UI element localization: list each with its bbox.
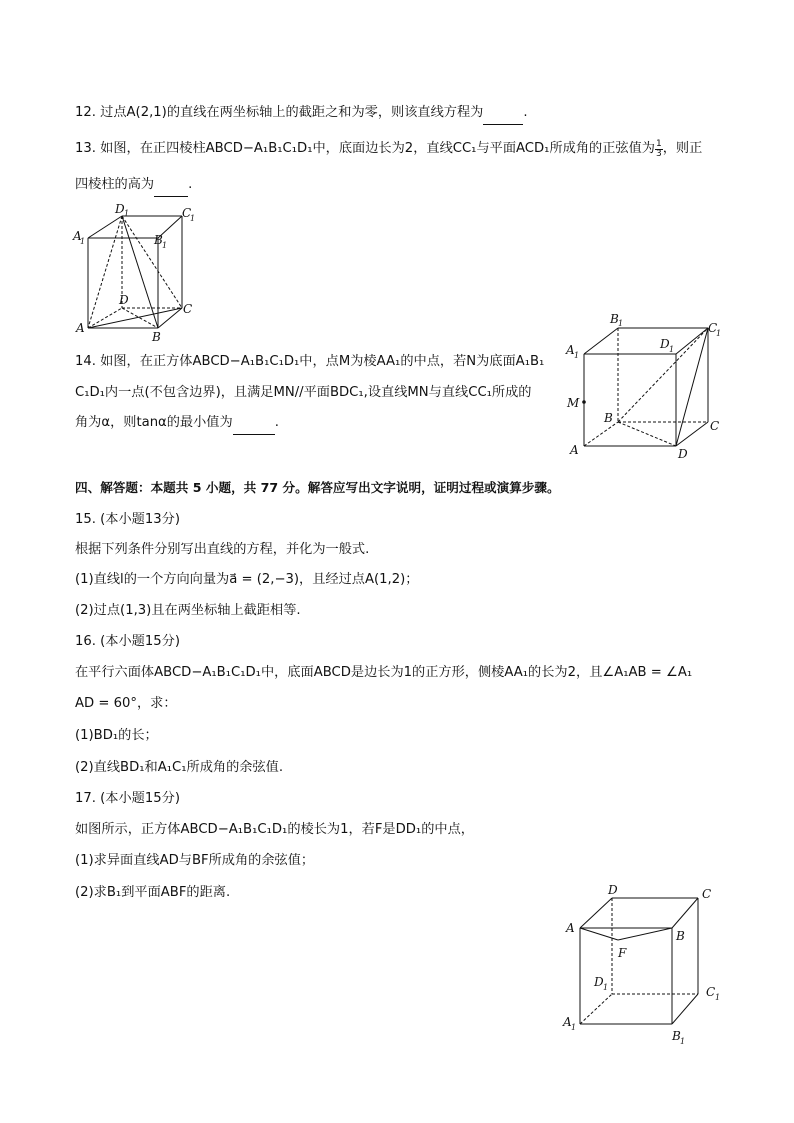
label-B1-sub: 1: [162, 241, 168, 250]
label-D1-sub: 1: [669, 345, 675, 354]
label-D1: D: [594, 975, 604, 989]
q13-end: .: [188, 177, 193, 192]
label-C1: C: [708, 321, 718, 335]
label-C1: C: [706, 985, 716, 999]
q12-answer-blank: [483, 106, 523, 125]
label-D: D: [678, 447, 688, 461]
label-B1: B: [672, 1029, 681, 1043]
label-C: C: [710, 419, 720, 433]
label-A1: A: [566, 343, 575, 357]
q13-text: 13. 如图，在正四棱柱ABCD−A₁B₁C₁D₁中，底面边长为2，直线CC₁与平面ACD₁所成角的正弦值为: [75, 141, 655, 156]
label-C: C: [183, 302, 193, 316]
label-B1-sub: 1: [680, 1037, 686, 1046]
q15-part1: (1)直线l的一个方向向量为a⃗ = (2,−3)，且经过点A(1,2)；: [75, 572, 419, 587]
q13-frac-num: 1: [655, 139, 662, 149]
label-A1-sub: 1: [574, 351, 580, 360]
q15-intro: 根据下列条件分别写出直线的方程，并化为一般式.: [75, 542, 370, 557]
q14-end: .: [274, 415, 279, 430]
label-A: A: [76, 321, 85, 335]
q17-intro: 如图所示，正方体ABCD−A₁B₁C₁D₁的棱长为1，若F是DD₁的中点，: [75, 822, 474, 837]
q13-text-tail: ，则正: [662, 141, 703, 156]
q16-title: 16. (本小题15分): [75, 634, 180, 649]
q15-part2: (2)过点(1,3)且在两坐标轴上截距相等.: [75, 603, 301, 618]
label-B: B: [152, 330, 161, 344]
question-13: [75, 140, 702, 159]
q16-part1: (1)BD₁的长；: [75, 728, 158, 743]
label-B1-sub: 1: [618, 319, 624, 328]
q16-line1: 在平行六面体ABCD−A₁B₁C₁D₁中，底面ABCD是边长为1的正方形，侧棱AA₁的长为2，且∠A₁AB = ∠A₁: [75, 665, 693, 680]
q15-title: 15. (本小题13分): [75, 512, 180, 527]
label-A1: A: [563, 1015, 572, 1029]
label-A1: A: [73, 229, 82, 243]
q12-text: 12. 过点A(2,1)的直线在两坐标轴上的截距之和为零，则该直线方程为: [75, 105, 484, 120]
label-C1-sub: 1: [190, 214, 196, 223]
point-M: [582, 400, 586, 404]
label-A: A: [570, 443, 579, 457]
q13-answer-blank: [154, 178, 188, 197]
label-C1: C: [182, 206, 192, 220]
label-A1-sub: 1: [80, 237, 86, 246]
q17-part2: (2)求B₁到平面ABF的距离.: [75, 885, 231, 900]
label-D1: D: [660, 337, 670, 351]
label-D1: D: [115, 202, 125, 216]
label-C1-sub: 1: [716, 329, 722, 338]
q17-part1: (1)求异面直线AD与BF所成角的余弦值；: [75, 853, 315, 868]
question-14-line2: C₁D₁内一点(不包含边界)，且满足MN//平面BDC₁,设直线MN与直线CC₁所成的: [75, 385, 532, 400]
label-B1: B: [610, 312, 619, 326]
label-C: C: [702, 887, 712, 901]
q13-fraction: [655, 140, 663, 159]
q14-answer-blank: [233, 416, 275, 435]
label-D1-sub: 1: [124, 209, 130, 218]
label-D: D: [119, 293, 129, 307]
label-F: F: [618, 946, 627, 960]
q13-line2-text: 四棱柱的高为: [75, 177, 155, 192]
label-A: A: [566, 921, 575, 935]
question-14-line1: 14. 如图，在正方体ABCD−A₁B₁C₁D₁中，点M为棱AA₁的中点，若N为底面A₁B₁: [75, 354, 545, 369]
q14-line3-text: 角为α，则tanα的最小值为: [75, 415, 233, 430]
q17-title: 17. (本小题15分): [75, 791, 180, 806]
figure-13-prism: [70, 200, 200, 345]
label-B: B: [676, 929, 685, 943]
figure-14-cube: [560, 308, 730, 468]
section-4-heading: 四、解答题：本题共 5 小题，共 77 分。解答应写出文字说明，证明过程或演算步骤。: [75, 480, 560, 495]
label-D: D: [608, 883, 618, 897]
q13-frac-den: 3: [655, 149, 662, 159]
label-C1-sub: 1: [715, 993, 721, 1002]
label-D1-sub: 1: [603, 983, 609, 992]
q12-end: .: [523, 105, 528, 120]
q16-line2: AD = 60°，求：: [75, 696, 177, 711]
label-B: B: [604, 411, 613, 425]
question-14-line3: [75, 414, 279, 435]
label-M: M: [567, 396, 580, 410]
q16-part2: (2)直线BD₁和A₁C₁所成角的余弦值.: [75, 760, 284, 775]
label-A1-sub: 1: [571, 1023, 577, 1032]
label-B1: B: [154, 233, 163, 247]
question-12: [75, 104, 528, 125]
figure-17-cube: [560, 878, 730, 1050]
question-13-line2: [75, 176, 192, 197]
